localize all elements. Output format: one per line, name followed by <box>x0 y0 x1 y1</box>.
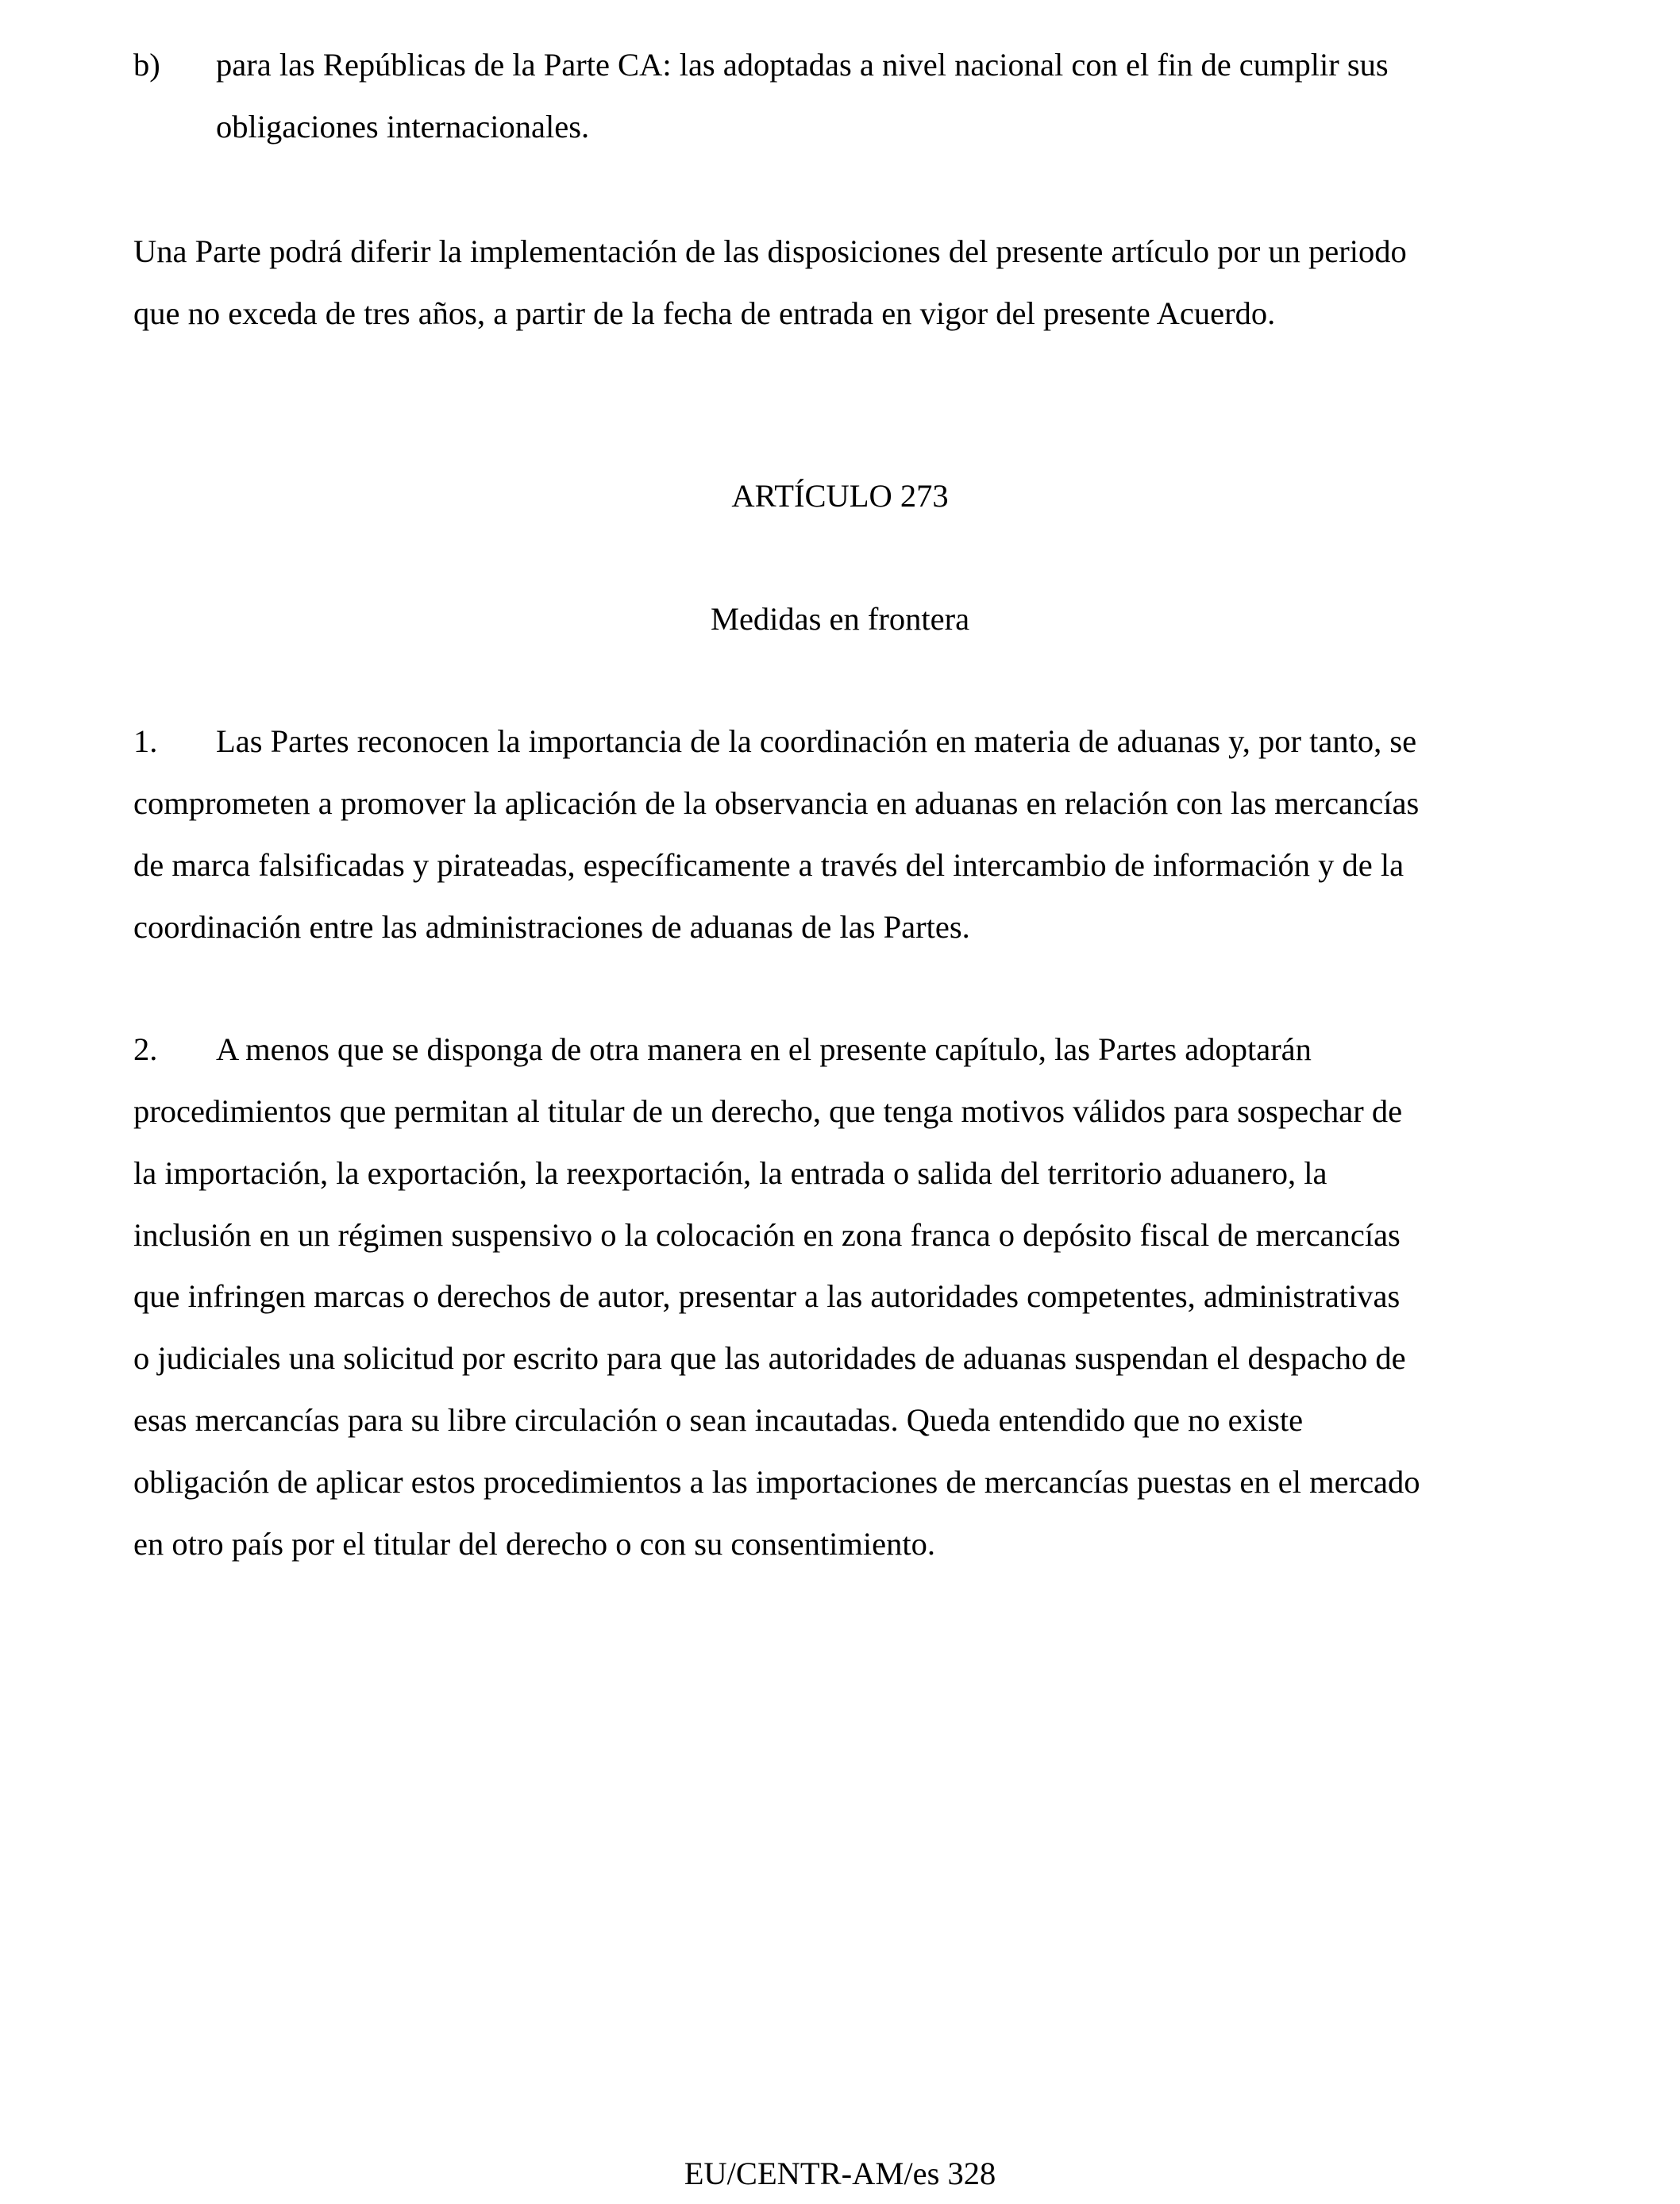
paragraph-2-line-2: procedimientos que permitan al titular de un derecho, que tenga motivos válidos para sospechar de <box>133 1093 1403 1129</box>
defer-paragraph-line-1: Una Parte podrá diferir la implementación de las disposiciones del presente artículo por un periodo <box>133 233 1407 269</box>
paragraph-2-line-3: la importación, la exportación, la reexportación, la entrada o salida del territorio aduanero, la <box>133 1155 1327 1191</box>
footer-reference: EU/CENTR-AM/es 328 <box>684 2156 996 2191</box>
paragraph-1-line-1: Las Partes reconocen la importancia de la coordinación en materia de aduanas y, por tanto, se <box>216 723 1417 759</box>
article-heading: ARTÍCULO 273 <box>731 478 949 514</box>
paragraph-2-line-6: o judiciales una solicitud por escrito para que las autoridades de aduanas suspendan el despacho de <box>133 1340 1406 1376</box>
paragraph-2-number: 2. <box>133 1031 158 1067</box>
item-b-marker: b) <box>133 47 160 83</box>
item-b-line-2: obligaciones internacionales. <box>216 109 590 144</box>
paragraph-1-line-2: comprometen a promover la aplicación de la observancia en aduanas en relación con las mercancías <box>133 785 1420 821</box>
paragraph-2-line-7: esas mercancías para su libre circulación o sean incautadas. Queda entendido que no existe <box>133 1402 1304 1438</box>
defer-paragraph-line-2: que no exceda de tres años, a partir de la fecha de entrada en vigor del presente Acuerdo. <box>133 295 1276 331</box>
article-title: Medidas en frontera <box>710 601 970 637</box>
paragraph-2-line-8: obligación de aplicar estos procedimientos a las importaciones de mercancías puestas en el mercado <box>133 1464 1420 1500</box>
item-b-line-1: para las Repúblicas de la Parte CA: las adoptadas a nivel nacional con el fin de cumplir sus <box>216 47 1389 83</box>
paragraph-2-line-5: que infringen marcas o derechos de autor, presentar a las autoridades competentes, administrativas <box>133 1278 1401 1314</box>
paragraph-2-line-9: en otro país por el titular del derecho o con su consentimiento. <box>133 1526 935 1562</box>
paragraph-1-number: 1. <box>133 723 158 759</box>
paragraph-2-line-1: A menos que se disponga de otra manera en el presente capítulo, las Partes adoptarán <box>216 1031 1312 1067</box>
paragraph-1-line-3: de marca falsificadas y pirateadas, específicamente a través del intercambio de información y de la <box>133 847 1404 883</box>
paragraph-1-line-4: coordinación entre las administraciones de aduanas de las Partes. <box>133 909 970 945</box>
paragraph-2-line-4: inclusión en un régimen suspensivo o la colocación en zona franca o depósito fiscal de mercancías <box>133 1217 1401 1253</box>
